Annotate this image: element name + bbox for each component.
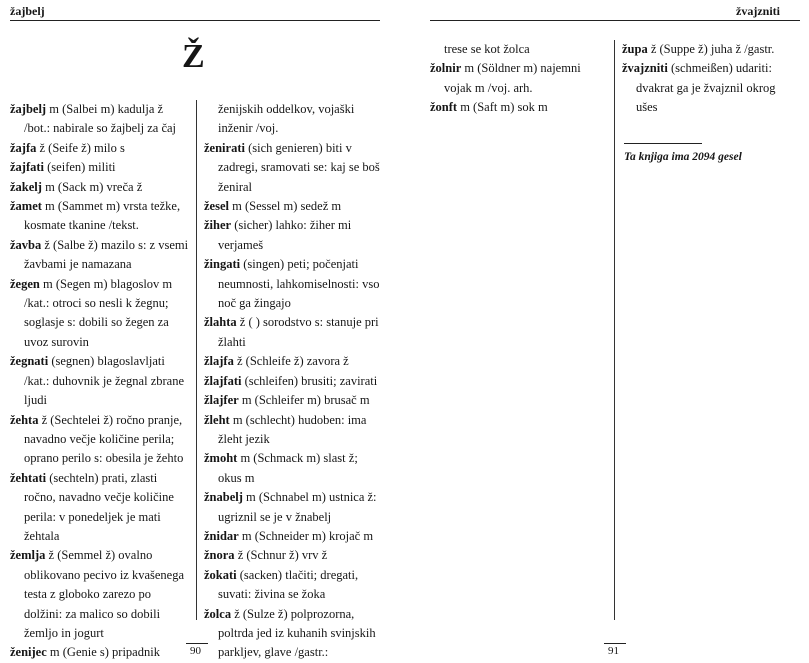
section-letter: Ž	[182, 38, 205, 75]
entry-headword: žvajzniti	[622, 61, 668, 76]
dictionary-entry	[204, 605, 382, 663]
dictionary-entry	[204, 197, 382, 216]
dictionary-entry	[622, 59, 800, 117]
entry-definition: trese se kot žolca	[444, 42, 530, 56]
dictionary-entry	[10, 469, 190, 547]
entry-headword: žajfa	[10, 140, 37, 155]
dictionary-entry	[204, 391, 382, 410]
entry-headword: župa	[622, 42, 648, 56]
entry-headword: žonft	[430, 100, 458, 115]
dictionary-entry	[10, 178, 190, 197]
dictionary-entry	[204, 139, 382, 197]
entry-definition: ž (Seife ž) milo s	[36, 140, 125, 155]
entry-headword: žegen	[10, 276, 40, 291]
dictionary-entry	[10, 100, 190, 139]
left-column-1	[10, 100, 190, 663]
dictionary-entry	[622, 40, 800, 59]
entry-definition: ž (Schleife ž) zavora ž	[233, 354, 349, 369]
dictionary-entry	[204, 100, 382, 139]
entry-definition: (schmeißen) udariti: dvakrat ga je žvajznil okrog ušes	[636, 61, 776, 115]
right-running-header: žvajzniti	[736, 4, 780, 18]
dictionary-entry	[10, 139, 190, 158]
entry-headword: žlajfati	[204, 373, 242, 388]
entry-definition: ž (Suppe ž) juha ž /gastr.	[647, 42, 775, 56]
entry-headword: žiher	[204, 218, 232, 233]
entry-definition: (schleifen) brusiti; zavirati	[241, 373, 378, 388]
entry-definition: (sechteln) prati, zlasti ročno, navadno večje količine perila: v ponedeljek je mati žehtala	[24, 470, 174, 543]
dictionary-entry	[10, 546, 190, 643]
entry-definition: m (Sessel m) sedež m	[228, 199, 342, 214]
right-page-number: 91	[608, 645, 619, 657]
entry-definition: m (Segen m) blagoslov m /kat.: otroci so nesli k žegnu; soglasje s: dobili so žegen za uvoz surovin	[24, 276, 173, 349]
entry-headword: žajbelj	[10, 102, 47, 116]
entry-definition: (sich genieren) biti v zadregi, sramovati se: kaj se boš ženiral	[218, 140, 380, 194]
entry-definition: m (Saft m) sok m	[457, 100, 548, 115]
dictionary-entry	[10, 197, 190, 236]
entry-headword: žmoht	[204, 451, 238, 466]
entry-headword: ženijec	[10, 645, 47, 660]
dictionary-entry	[10, 411, 190, 469]
entry-headword: žolnir	[430, 61, 462, 76]
entry-definition: m (Salbei m) kadulja ž /bot.: nabirale so žajbelj za čaj	[24, 102, 177, 136]
right-column-1	[430, 40, 610, 118]
entry-headword: žehtati	[10, 470, 47, 485]
entry-definition: ž (Schnur ž) vrv ž	[234, 548, 328, 563]
dictionary-entry	[204, 566, 382, 605]
entry-headword: žehta	[10, 412, 39, 427]
entry-headword: žnidar	[204, 528, 239, 543]
left-column-2	[204, 100, 382, 663]
left-page-number-rule	[186, 643, 208, 644]
entry-headword: žesel	[204, 199, 229, 214]
dictionary-entry	[204, 411, 382, 450]
entry-headword: žegnati	[10, 354, 49, 369]
entry-definition: m (Schnabel m) ustnica ž: ugriznil se je v žnabelj	[218, 490, 377, 524]
column-divider-left	[196, 100, 197, 620]
entry-headword: žokati	[204, 567, 237, 582]
entry-headword: ženirati	[204, 140, 245, 155]
entry-definition: (seifen) militi	[44, 160, 116, 175]
entry-definition: (segnen) blagoslavljati /kat.: duhovnik je žegnal zbrane ljudi	[24, 354, 185, 408]
dictionary-entry	[204, 255, 382, 313]
entry-definition: ž (Sechtelei ž) ročno pranje, navadno večje količine perila; oprano perilo s: obesila je žehto	[24, 412, 184, 466]
dictionary-entry	[204, 216, 382, 255]
note-rule	[624, 143, 702, 144]
dictionary-entry	[10, 236, 190, 275]
dictionary-entry	[204, 488, 382, 527]
entry-headword: žleht	[204, 412, 230, 427]
entry-definition: ž (Sulze ž) polprozorna, poltrda jed iz kuhanih svinjskih parkljev, glave /gastr.:	[218, 606, 376, 660]
dictionary-entry	[430, 59, 610, 98]
entry-definition: ženijskih oddelkov, vojaški inženir /voj.	[218, 102, 355, 136]
entry-definition: (sacken) tlačiti; dregati, suvati: živina se žoka	[218, 567, 359, 602]
entry-headword: žnabelj	[204, 490, 243, 505]
column-divider-right	[614, 40, 615, 620]
dictionary-entry	[430, 98, 610, 117]
entry-definition: m (Schleifer m) brusač m	[238, 393, 370, 408]
entry-definition: m (Sack m) vreča ž	[41, 179, 143, 194]
entry-definition: m (Sammet m) vrsta težke, kosmate tkanine /tekst.	[24, 199, 181, 233]
dictionary-entry	[430, 40, 610, 59]
entry-definition: ž (Semmel ž) ovalno oblikovano pecivo iz kvašenega testa z globoko zarezo po dolžini: za malico so dobili žemljo in jogurt	[24, 548, 185, 640]
entry-headword: žlajfer	[204, 393, 239, 408]
dictionary-entry	[204, 313, 382, 352]
entry-headword: žavba	[10, 237, 42, 252]
left-page-number: 90	[190, 645, 201, 657]
entry-headword: žnora	[204, 548, 235, 563]
right-page-number-rule	[604, 643, 626, 644]
dictionary-entry	[204, 352, 382, 371]
dictionary-entry	[204, 527, 382, 546]
entry-definition: ž (Salbe ž) mazilo s: z vsemi žavbami je namazana	[24, 237, 189, 272]
dictionary-entry	[204, 546, 382, 565]
entry-definition: (singen) peti; počenjati neumnosti, lahkomiselnosti: vso noč ga žingajo	[218, 257, 380, 311]
entry-definition: (sicher) lahko: žiher mi verjameš	[218, 218, 352, 252]
entry-definition: m (schlecht) hudoben: ima žleht jezik	[218, 412, 367, 446]
right-header-rule	[430, 20, 800, 21]
dictionary-entry	[10, 275, 190, 353]
entry-headword: žakelj	[10, 179, 42, 194]
entry-headword: žajfati	[10, 160, 45, 175]
dictionary-entry	[10, 352, 190, 410]
entry-headword: žlahta	[204, 315, 237, 330]
dictionary-entry	[10, 158, 190, 177]
entry-definition: m (Genie s) pripadnik	[46, 645, 160, 660]
entry-definition: m (Schneider m) krojač m	[238, 528, 374, 543]
entry-headword: žingati	[204, 257, 241, 272]
entry-definition: m (Söldner m) najemni vojak m /voj. arh.	[444, 61, 581, 95]
entry-count-note: Ta knjiga ima 2094 gesel	[624, 151, 742, 163]
entry-headword: žlajfa	[204, 354, 234, 369]
entry-headword: žemlja	[10, 548, 46, 563]
left-header-rule	[10, 20, 380, 21]
entry-definition: m (Schmack m) slast ž; okus m	[218, 451, 358, 485]
dictionary-entry	[204, 372, 382, 391]
right-column-2	[622, 40, 800, 118]
entry-definition: ž ( ) sorodstvo s: stanuje pri žlahti	[218, 315, 379, 349]
left-running-header: žajbelj	[10, 4, 45, 18]
entry-headword: žolca	[204, 606, 232, 621]
dictionary-entry	[204, 449, 382, 488]
entry-headword: žamet	[10, 199, 42, 214]
